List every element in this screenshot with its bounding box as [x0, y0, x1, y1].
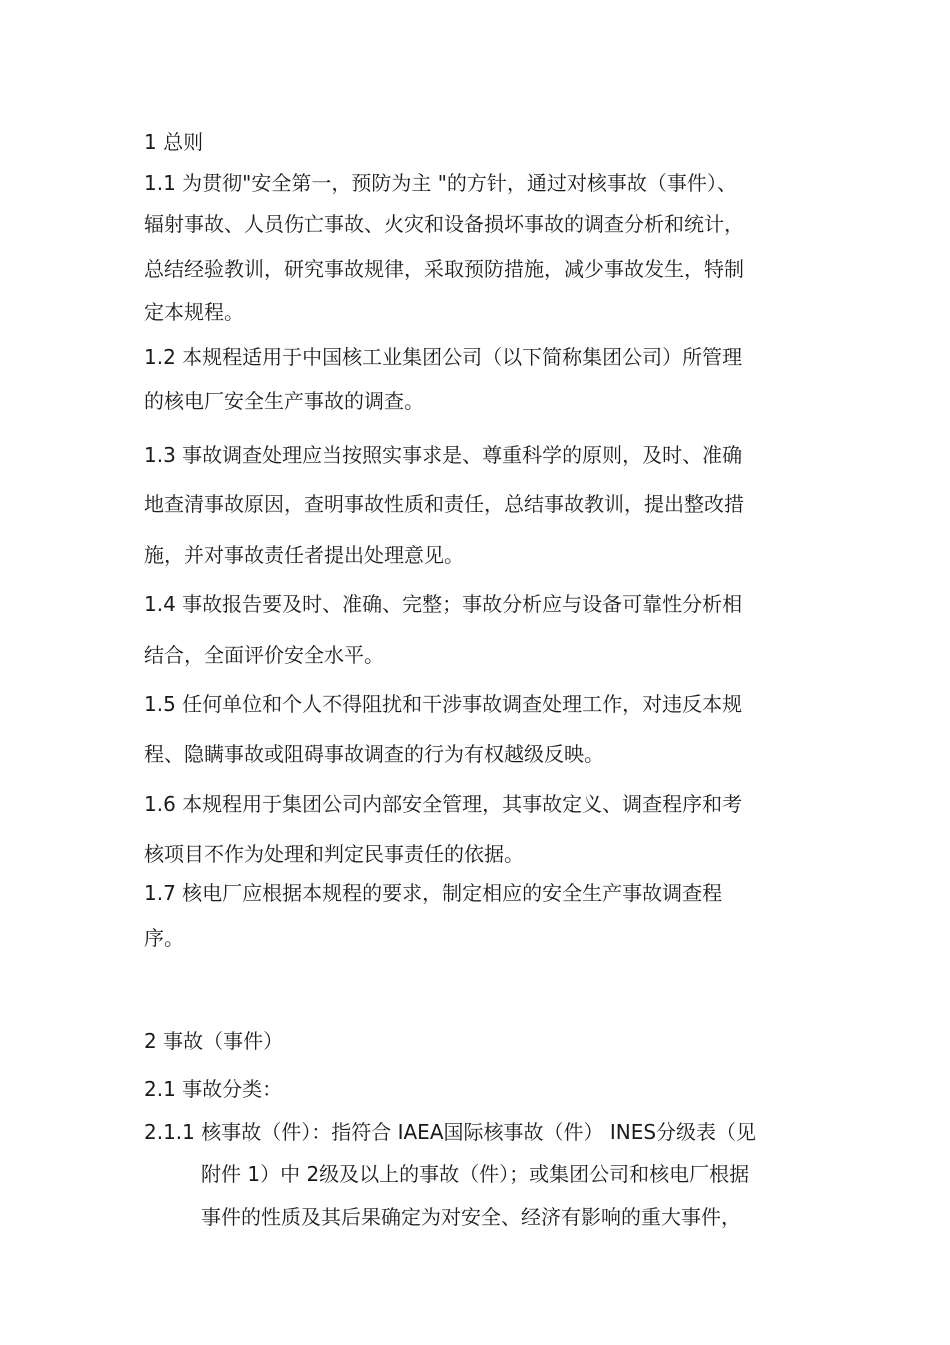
- paragraph-line: 核项目不作为处理和判定民事责任的依据。: [144, 842, 524, 866]
- paragraph-line: 序。: [144, 926, 184, 950]
- paragraph-line-indented: 事件的性质及其后果确定为对安全、经济有影响的重大事件，: [201, 1205, 741, 1229]
- paragraph-line: 程、隐瞒事故或阻碍事故调查的行为有权越级反映。: [144, 742, 604, 766]
- section-1-heading: 1 总则: [144, 130, 204, 154]
- paragraph-line: 地查清事故原因，查明事故性质和责任，总结事故教训，提出整改措: [144, 492, 744, 516]
- paragraph-line: 定本规程。: [144, 300, 244, 324]
- paragraph-line: 1.2 本规程适用于中国核工业集团公司（以下简称集团公司）所管理: [144, 345, 743, 369]
- paragraph-line: 1.4 事故报告要及时、准确、完整；事故分析应与设备可靠性分析相: [144, 592, 743, 616]
- paragraph-line: 1.7 核电厂应根据本规程的要求，制定相应的安全生产事故调查程: [144, 881, 723, 905]
- subsection-heading: 2.1 事故分类：: [144, 1077, 283, 1101]
- paragraph-line: 施，并对事故责任者提出处理意见。: [144, 543, 464, 567]
- paragraph-line: 1.5 任何单位和个人不得阻扰和干涉事故调查处理工作，对违反本规: [144, 692, 743, 716]
- paragraph-line: 1.6 本规程用于集团公司内部安全管理，其事故定义、调查程序和考: [144, 792, 743, 816]
- paragraph-line: 总结经验教训，研究事故规律，采取预防措施，减少事故发生，特制: [144, 257, 744, 281]
- section-2-heading: 2 事故（事件）: [144, 1029, 284, 1053]
- paragraph-line: 结合，全面评价安全水平。: [144, 643, 384, 667]
- paragraph-line: 辐射事故、人员伤亡事故、火灾和设备损坏事故的调查分析和统计，: [144, 212, 744, 236]
- paragraph-line: 1.3 事故调查处理应当按照实事求是、尊重科学的原则，及时、准确: [144, 443, 743, 467]
- paragraph-line: 1.1 为贯彻"安全第一，预防为主 "的方针，通过对核事故（事件）、: [144, 171, 737, 195]
- paragraph-line-indented: 附件 1）中 2级及以上的事故（件）；或集团公司和核电厂根据: [201, 1162, 750, 1186]
- paragraph-line: 的核电厂安全生产事故的调查。: [144, 389, 424, 413]
- paragraph-line: 2.1.1 核事故（件）：指符合 IAEA国际核事故（件） INES分级表（见: [144, 1120, 757, 1144]
